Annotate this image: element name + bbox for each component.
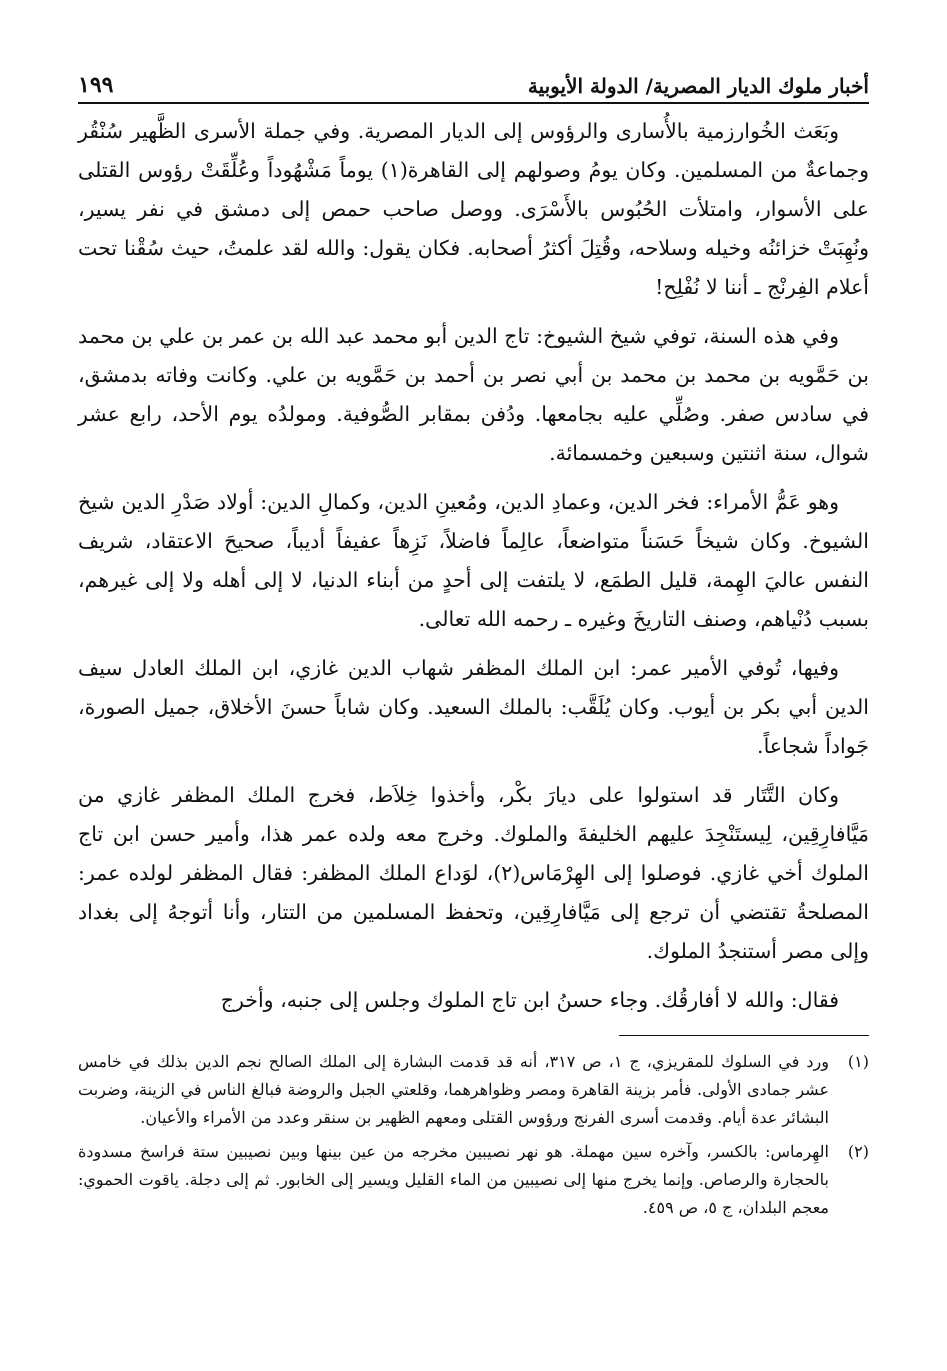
footnotes <box>78 1048 869 1228</box>
running-header <box>78 58 869 104</box>
footnote-separator <box>619 1035 869 1036</box>
footnote <box>78 1048 869 1132</box>
page-number: ١٩٩ <box>78 72 114 98</box>
main-text <box>78 112 869 1030</box>
running-title: أخبار ملوك الديار المصرية/ الدولة الأيوبية <box>527 74 869 98</box>
footnote-mark: (٢) <box>847 1142 869 1161</box>
paragraph: وكان التَّتَار قد استولوا على ديارَ بكْر، وأخذوا خِلاَط، فخرج الملك المظفر غازي من مَيَّافارِقِين، لِيستَنْجِدَ عليهم الخليفةَ والملوك. وخرج معه ولده عمر هذا، وأمير حسن ابن تاج الملوك أخي غازي. فوصلوا إلى الهِرْمَاس(٢)، لوَداع الملك المظفر: فقال المظفر لولده عمر: المصلحةُ تقتضي أن ترجع إلى مَيَّافارِقِين، وتحفظ المسلمين من التتار، وأنا أتوجهُ إلى بغداد وإلى مصر أستنجدُ الملوك. <box>78 783 869 963</box>
paragraph: فقال: والله لا أفارقُك. وجاء حسنُ ابن تاج الملوك وجلس إلى جنبه، وأخرج <box>220 988 839 1012</box>
paragraph: وبَعَث الخُوارزمية بالأُسارى والرؤوس إلى الديار المصرية. وفي جملة الأسرى الظَّهير سُنْقُر وجماعةٌ من المسلمين. وكان يومُ وصولهم إلى القاهرة(١) يوماً مَشْهُوداً وعُلِّقَتْ رؤوس القتلى على الأسوار، وامتلأت الحُبُوس بالأَسْرَى. ووصل صاحب حمص إلى دمشق في نفر يسير، ونُهِبَتْ خزائنُه وخيله وسلاحه، وقُتِلَ أكثرُ أصحابه. فكان يقول: والله لقد علمتُ، حيث سُقْنا تحت أعلام الفِرنْج ـ أننا لا نُفْلِح! <box>78 119 870 299</box>
footnote-text: الهِرماس: بالكسر، وآخره سين مهملة. هو نهر نصيبين مخرجه من عين بينها وبين نصيبين ستة فراسخ مسدودة بالحجارة والرصاص. وإنما يخرج منها إلى نصيبين من الماء القليل ويسير إلى الخابور. ثم إلى دجلة. ياقوت الحموي: معجم البلدان، ج ٥، ص ٤٥٩. <box>78 1142 829 1217</box>
footnote-mark: (١) <box>847 1052 869 1071</box>
footnote <box>78 1138 869 1222</box>
paragraph: وهو عَمُّ الأمراء: فخر الدين، وعمادِ الدين، ومُعينِ الدين، وكمالِ الدين: أولاد صَدْرِ الدين شيخ الشيوخ. وكان شيخاً حَسَناً متواضعاً، عالِماً فاضلاً، نَزِهاً عفيفاً أديباً، صحيحَ الاعتقاد، شريف النفس عاليَ الهِمة، قليل الطمَع، لا يلتفت إلى أحدٍ من أبناء الدنيا، لا إلى أهله ولا إلى غيرهم، بسبب دُنْياهم، وصنف التاريخَ وغيره ـ رحمه الله تعالى. <box>78 490 869 631</box>
paragraph: وفيها، تُوفي الأمير عمر: ابن الملك المظفر شهاب الدين غازي، ابن الملك العادل سيف الدين أبي بكر بن أيوب. وكان يُلَقَّب: بالملك السعيد. وكان شاباً حسنَ الأخلاق، جميل الصورة، جَواداً شجاعاً. <box>78 656 869 758</box>
paragraph: وفي هذه السنة، توفي شيخ الشيوخ: تاج الدين أبو محمد عبد الله بن عمر بن علي بن محمد بن حَمَّويه بن محمد بن محمد بن أبي نصر بن أحمد بن حَمَّويه بن علي. وكانت وفاته بدمشق، في سادس صفر. وصُلِّي عليه بجامعها. ودُفن بمقابر الصُّوفية. ومولدُه يوم الأحد، رابع عشر شوال، سنة اثنتين وسبعين وخمسمائة. <box>78 324 869 465</box>
footnote-text: ورد في السلوك للمقريزي، ج ١، ص ٣١٧، أنه قد قدمت البشارة إلى الملك الصالح نجم الدين بذلك في خامس عشر جمادى الأولى. فأمر بزينة القاهرة ومصر وظواهرهما، وقلعتي الجبل والروضة فبالغ الناس في الزينة، وضربت البشائر عدة أيام. وقدمت أسرى الفرنج ورؤوس القتلى ومعهم الظهير بن سنقر وعدد من الأمراء والأعيان. <box>78 1052 830 1127</box>
